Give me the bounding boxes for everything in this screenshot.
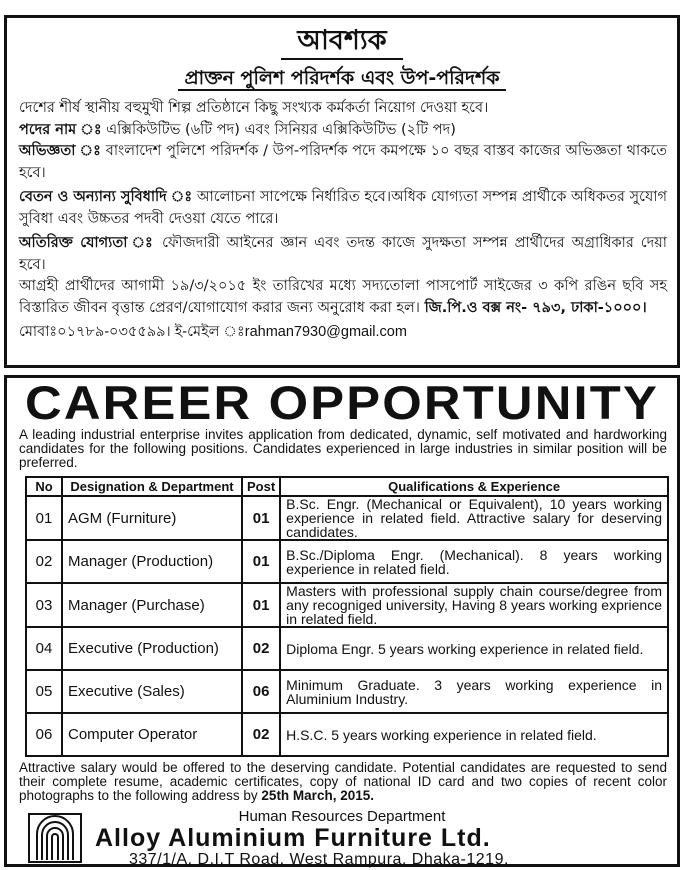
table-row <box>26 627 668 670</box>
row-qualification: Masters with professional supply chain course/degree from any recogniged university, Having 8 years working exprience in related field. <box>280 583 668 627</box>
row-post: 01 <box>242 540 280 583</box>
bangla-title: আবশ্যক <box>281 24 402 60</box>
row-designation: Executive (Sales) <box>62 670 242 713</box>
row-post: 01 <box>242 496 280 540</box>
row-qualification: H.S.C. 5 years working experience in related field. <box>280 713 668 756</box>
row-qualification: Diploma Engr. 5 years working experience in related field. <box>280 627 668 670</box>
row-no: 03 <box>26 583 62 627</box>
hr-department: Human Resources Department <box>238 808 446 825</box>
post-text: এক্সিকিউটিভ (৬টি পদ) এবং সিনিয়র এক্সিকিউটিভ (২টি পদ) <box>106 121 456 138</box>
row-qualification: B.Sc. Engr. (Mechanical or Equivalent), 10 years working experience in related field. Attractive salary for deserving candidates. <box>280 496 668 540</box>
row-post: 06 <box>242 670 280 713</box>
bangla-intro: দেশের শীর্ষ স্থানীয় বহুমুখী শিল্প প্রতিষ্ঠানে কিছু সংখ্যক কর্মকর্তা নিয়োগ দেওয়া হবে। <box>19 100 489 116</box>
company-address: 337/1/A, D.I.T Road, West Rampura, Dhaka-1219. <box>129 851 509 868</box>
row-designation: Computer Operator <box>62 713 242 756</box>
company-footer <box>7 808 677 866</box>
header-designation: Designation & Department <box>62 477 242 496</box>
closing-text: Attractive salary would be offered to the deserving candidate. Potential candidates are requested to send their complete resume, academic certificates, copy of national ID card and two copies of recent color photographs to the following address by <box>19 760 667 803</box>
row-qualification: B.Sc./Diploma Engr. (Mechanical). 8 years working experience in related field. <box>280 540 668 583</box>
company-name: Alloy Aluminium Furniture Ltd. <box>95 824 491 852</box>
experience-label: অভিজ্ঞতা ঃ <box>19 143 101 159</box>
english-notice <box>4 375 680 867</box>
row-no: 02 <box>26 540 62 583</box>
header-no: No <box>26 477 62 496</box>
row-no: 04 <box>26 627 62 670</box>
row-designation: Executive (Production) <box>62 627 242 670</box>
table-row <box>26 540 668 583</box>
apply-text: আগ্রহী প্রার্থীদের আগামী ১৯/৩/২০১৫ ইং তারিখের মধ্যে সদ্যতোলা পাসপোর্ট সাইজের ৩ কপি রঙিন ছবি সহ বিস্তারিত জীবন বৃত্তান্ত প্রেরণ/যোগাযোগ করার জন্য অনুরোধ করা হল। <box>19 278 667 316</box>
bangla-subtitle: প্রাক্তন পুলিশ পরিদর্শক এবং উপ-পরিদর্শক <box>178 67 505 91</box>
row-designation: Manager (Purchase) <box>62 583 242 627</box>
row-post: 02 <box>242 627 280 670</box>
table-header-row <box>26 477 668 496</box>
table-row <box>26 713 668 756</box>
po-box: জি.পি.ও বক্স নং- ৭৯৩, ঢাকা-১০০০। <box>424 299 647 316</box>
extra-qualification-text: ফৌজদারী আইনের জ্ঞান এবং তদন্ত কাজে সুদক্ষতা সম্পন্ন প্রার্থীদের অগ্রাধিকার দেয়া হবে। <box>19 235 667 273</box>
contact-line: মোবাঃ০১৭৮৯-০৩৫৫৯৯। ই-মেইল ঃrahman7930@gmail.com <box>19 324 407 340</box>
table-row <box>26 670 668 713</box>
row-no: 05 <box>26 670 62 713</box>
header-qualifications: Qualifications & Experience <box>280 477 668 496</box>
table-row <box>26 583 668 627</box>
row-no: 01 <box>26 496 62 540</box>
positions-table <box>25 476 669 757</box>
career-heading: CAREER OPPORTUNITY <box>25 376 659 429</box>
post-label: পদের নাম ঃ <box>19 121 102 138</box>
salary-label: বেতন ও অন্যান্য সুবিধাদি ঃ <box>19 189 193 205</box>
deadline-date: 25th March, 2015. <box>261 788 374 803</box>
header-post: Post <box>242 477 280 496</box>
row-designation: Manager (Production) <box>62 540 242 583</box>
bangla-body <box>19 98 667 344</box>
experience-text: বাংলাদেশ পুলিশে পরিদর্শক / উপ-পরিদর্শক পদে কমপক্ষে ১০ বছর বাস্তব কাজের অভিজ্ঞতা থাকতে হবে। <box>19 143 668 181</box>
bangla-notice <box>4 15 680 368</box>
salary-text: আলোচনা সাপেক্ষে নির্ধারিত হবে।অধিক যোগ্যতা সম্পন্ন প্রার্থীকে অধিকতর সুযোগ সুবিধা এবং উচ্চতর পদবী দেওয়া যেতে পারে। <box>19 189 668 227</box>
row-no: 06 <box>26 713 62 756</box>
row-designation: AGM (Furniture) <box>62 496 242 540</box>
table-row <box>26 496 668 540</box>
extra-qualification-label: অতিরিক্ত যোগ্যতা ঃ <box>19 235 156 251</box>
english-intro: A leading industrial enterprise invites application from dedicated, dynamic, self motivated and hardworking candidates for the following positions. Candidates experienced in large industries in similar position will be preferred. <box>19 427 667 470</box>
closing-paragraph <box>19 761 667 803</box>
row-qualification: Minimum Graduate. 3 years working experience in Aluminium Industry. <box>280 670 668 713</box>
row-post: 01 <box>242 583 280 627</box>
row-post: 02 <box>242 713 280 756</box>
